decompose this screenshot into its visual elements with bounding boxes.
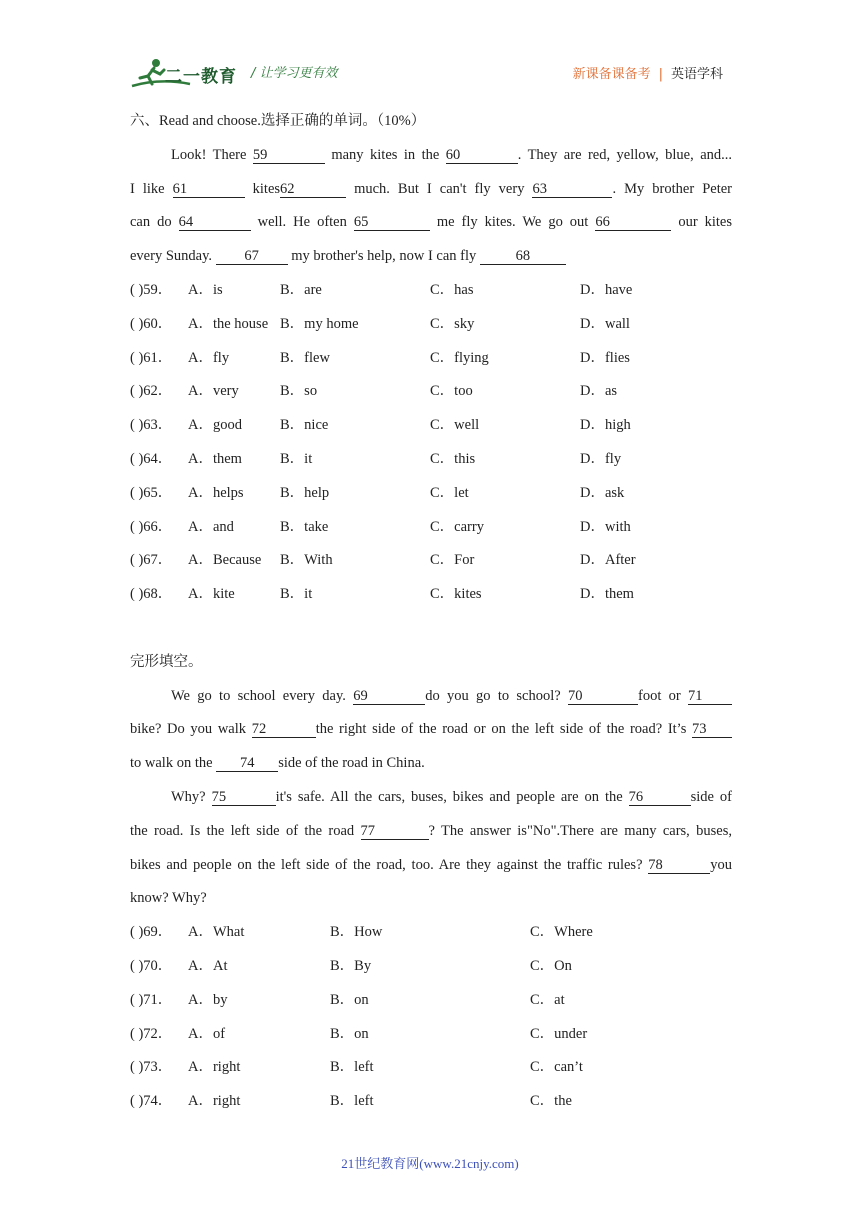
question-row bbox=[130, 274, 732, 308]
option-c: C．has bbox=[430, 281, 474, 298]
passage-text: Look! There bbox=[171, 146, 253, 163]
question-row bbox=[130, 950, 732, 984]
option-a: A．kite bbox=[188, 586, 235, 603]
page-footer: 21世纪教育网(www.21cnjy.com) bbox=[341, 1156, 519, 1171]
passage-text: my brother's help, now I can fly bbox=[287, 248, 480, 265]
answer-blank: 59 bbox=[253, 147, 325, 164]
question-row bbox=[130, 409, 732, 443]
passage-text: our kites bbox=[671, 214, 732, 231]
answer-blank: 78 bbox=[648, 857, 710, 874]
passage-line bbox=[130, 680, 732, 714]
question-row bbox=[130, 1051, 732, 1085]
passage-line bbox=[130, 139, 732, 173]
option-c: C．the bbox=[530, 1093, 572, 1110]
question-row bbox=[130, 916, 732, 950]
question-number: ( )61． bbox=[130, 349, 173, 366]
option-b: B．help bbox=[280, 484, 330, 501]
question-number: ( )74． bbox=[130, 1093, 173, 1110]
question-row bbox=[130, 443, 732, 477]
question-row bbox=[130, 511, 732, 545]
question-number: ( )66． bbox=[130, 518, 173, 535]
passage-text: . My brother Peter bbox=[612, 180, 732, 197]
section1-passage bbox=[130, 139, 732, 274]
passage-text: many kites in the bbox=[324, 146, 446, 163]
option-a: A．At bbox=[188, 957, 228, 974]
option-b: B．With bbox=[280, 552, 333, 569]
option-b: B．How bbox=[330, 924, 383, 941]
passage-text: Why? bbox=[171, 788, 212, 805]
option-c: C．too bbox=[430, 383, 473, 400]
option-b: B．By bbox=[330, 957, 372, 974]
option-c: C．flying bbox=[430, 349, 489, 366]
answer-blank: 76 bbox=[629, 789, 691, 806]
passage-text: to walk on the bbox=[130, 755, 217, 772]
option-a: A．by bbox=[188, 991, 228, 1008]
header-tag-course: 新课备课备考 bbox=[572, 67, 651, 82]
question-row bbox=[130, 342, 732, 376]
passage-text: much. But I can't fly very bbox=[346, 180, 533, 197]
passage-line bbox=[130, 173, 732, 207]
option-d: D．have bbox=[580, 281, 633, 298]
option-d: D．with bbox=[580, 518, 631, 535]
header-tag-subject: 英语学科 bbox=[670, 67, 723, 82]
option-a: A．of bbox=[188, 1025, 226, 1042]
answer-blank: 75 bbox=[212, 789, 276, 806]
option-b: B．so bbox=[280, 383, 318, 400]
option-c: C．can’t bbox=[530, 1059, 583, 1076]
answer-blank: 65 bbox=[354, 214, 430, 231]
passage-text: me fly kites. We go out bbox=[429, 214, 596, 231]
passage-text: side of bbox=[690, 788, 732, 805]
passage-text: well. He often bbox=[250, 214, 354, 231]
option-a: A．the house bbox=[188, 315, 269, 332]
option-a: A．fly bbox=[188, 349, 230, 366]
option-b: B．left bbox=[330, 1093, 374, 1110]
option-b: B．on bbox=[330, 1025, 369, 1042]
page-header bbox=[0, 0, 860, 100]
option-b: B．it bbox=[280, 450, 313, 467]
passage-line bbox=[130, 815, 732, 849]
question-row bbox=[130, 1018, 732, 1052]
question-number: ( )72． bbox=[130, 1025, 173, 1042]
slogan: / 让学习更有效 bbox=[251, 66, 338, 81]
section2-questions bbox=[130, 916, 732, 1119]
passage-text: the right side of the road or on the left side of the road? It’s bbox=[315, 721, 693, 738]
passage-text: bike? Do you walk bbox=[130, 721, 252, 738]
passage-text: know? Why? bbox=[130, 890, 207, 907]
option-d: D．fly bbox=[580, 450, 622, 467]
passage-text: I like bbox=[130, 180, 173, 197]
question-number: ( )70． bbox=[130, 957, 173, 974]
passage-text: kites bbox=[244, 180, 281, 197]
section2-passage bbox=[130, 680, 732, 917]
answer-blank: 71 bbox=[688, 688, 732, 705]
passage-line bbox=[130, 206, 732, 240]
option-d: D．them bbox=[580, 586, 634, 603]
passage-line bbox=[130, 849, 732, 883]
option-a: A．and bbox=[188, 518, 234, 535]
question-number: ( )64． bbox=[130, 450, 173, 467]
question-row bbox=[130, 477, 732, 511]
header-tags bbox=[573, 63, 723, 82]
option-c: C．For bbox=[430, 552, 475, 569]
question-number: ( )67． bbox=[130, 552, 173, 569]
question-row bbox=[130, 308, 732, 342]
answer-blank: 72 bbox=[252, 721, 316, 738]
answer-blank: 74 bbox=[216, 755, 278, 772]
option-d: D．wall bbox=[580, 315, 630, 332]
passage-line bbox=[130, 747, 732, 781]
option-c: C．kites bbox=[430, 586, 482, 603]
option-b: B．my home bbox=[280, 315, 359, 332]
document-body bbox=[130, 105, 732, 1119]
option-b: B．on bbox=[330, 991, 369, 1008]
answer-blank: 62 bbox=[280, 181, 346, 198]
option-a: A．very bbox=[188, 383, 239, 400]
option-c: C．at bbox=[530, 991, 565, 1008]
answer-blank: 61 bbox=[173, 181, 245, 198]
answer-blank: 64 bbox=[179, 214, 251, 231]
option-a: A．helps bbox=[188, 484, 244, 501]
passage-text: you bbox=[710, 856, 732, 873]
passage-text: foot or bbox=[637, 687, 689, 704]
question-row bbox=[130, 984, 732, 1018]
answer-blank: 73 bbox=[692, 721, 732, 738]
option-a: A．Because bbox=[188, 552, 262, 569]
option-d: D．ask bbox=[580, 484, 625, 501]
option-a: A．What bbox=[188, 924, 245, 941]
passage-line bbox=[130, 882, 732, 916]
option-b: B．take bbox=[280, 518, 329, 535]
passage-line bbox=[130, 240, 732, 274]
question-number: ( )63． bbox=[130, 417, 173, 434]
section1-title: 六、Read and choose.选择正确的单词。（10%） bbox=[130, 113, 426, 129]
option-a: A．good bbox=[188, 417, 242, 434]
question-number: ( )71． bbox=[130, 991, 173, 1008]
option-b: B．are bbox=[280, 281, 322, 298]
question-row bbox=[130, 544, 732, 578]
passage-text: can do bbox=[130, 214, 179, 231]
answer-blank: 70 bbox=[568, 688, 638, 705]
passage-text: . They are red, yellow, blue, and... bbox=[517, 146, 732, 163]
answer-blank: 66 bbox=[595, 214, 671, 231]
question-number: ( )60． bbox=[130, 315, 173, 332]
option-d: D．as bbox=[580, 383, 618, 400]
option-c: C．this bbox=[430, 450, 476, 467]
option-b: B．flew bbox=[280, 349, 330, 366]
option-a: A．them bbox=[188, 450, 242, 467]
answer-blank: 77 bbox=[361, 823, 429, 840]
question-number: ( )59． bbox=[130, 281, 173, 298]
spacer bbox=[130, 612, 732, 646]
option-b: B．it bbox=[280, 586, 313, 603]
passage-text: every Sunday. bbox=[130, 248, 216, 265]
option-c: C．let bbox=[430, 484, 469, 501]
question-row bbox=[130, 1085, 732, 1119]
option-b: B．nice bbox=[280, 417, 329, 434]
question-row bbox=[130, 375, 732, 409]
question-number: ( )62． bbox=[130, 383, 173, 400]
passage-text: side of the road in China. bbox=[278, 755, 425, 772]
passage-text: We go to school every day. bbox=[171, 687, 354, 704]
section2-title: 完形填空。 bbox=[130, 653, 203, 670]
passage-text: the road. Is the left side of the road bbox=[130, 822, 361, 839]
question-row bbox=[130, 578, 732, 612]
option-a: A．right bbox=[188, 1093, 241, 1110]
passage-line bbox=[130, 713, 732, 747]
answer-blank: 67 bbox=[216, 248, 288, 265]
section1-questions bbox=[130, 274, 732, 612]
option-d: D．flies bbox=[580, 349, 630, 366]
logo-text: 二一教育 bbox=[165, 67, 237, 87]
option-c: C．carry bbox=[430, 518, 484, 535]
option-c: C．On bbox=[530, 957, 572, 974]
question-number: ( )73． bbox=[130, 1059, 173, 1076]
question-number: ( )65． bbox=[130, 484, 173, 501]
answer-blank: 69 bbox=[353, 688, 425, 705]
option-c: C．well bbox=[430, 417, 480, 434]
option-c: C．under bbox=[530, 1025, 588, 1042]
option-a: A．right bbox=[188, 1059, 241, 1076]
option-d: D．high bbox=[580, 417, 631, 434]
option-b: B．left bbox=[330, 1059, 374, 1076]
question-number: ( )68． bbox=[130, 586, 173, 603]
passage-text: do you go to school? bbox=[425, 687, 568, 704]
option-d: D．After bbox=[580, 552, 636, 569]
passage-text: ? The answer is"No".There are many cars, buses, bbox=[428, 822, 732, 839]
question-number: ( )69． bbox=[130, 924, 173, 941]
passage-text: it's safe. All the cars, buses, bikes and people are on the bbox=[275, 788, 629, 805]
option-c: C．Where bbox=[530, 924, 593, 941]
passage-text: bikes and people on the left side of the road, too. Are they against the traffic rules? bbox=[130, 856, 649, 873]
passage-line bbox=[130, 781, 732, 815]
option-c: C．sky bbox=[430, 315, 475, 332]
answer-blank: 68 bbox=[480, 248, 566, 265]
option-a: A．is bbox=[188, 281, 223, 298]
answer-blank: 60 bbox=[446, 147, 518, 164]
answer-blank: 63 bbox=[532, 181, 612, 198]
header-separator: | bbox=[658, 67, 663, 82]
